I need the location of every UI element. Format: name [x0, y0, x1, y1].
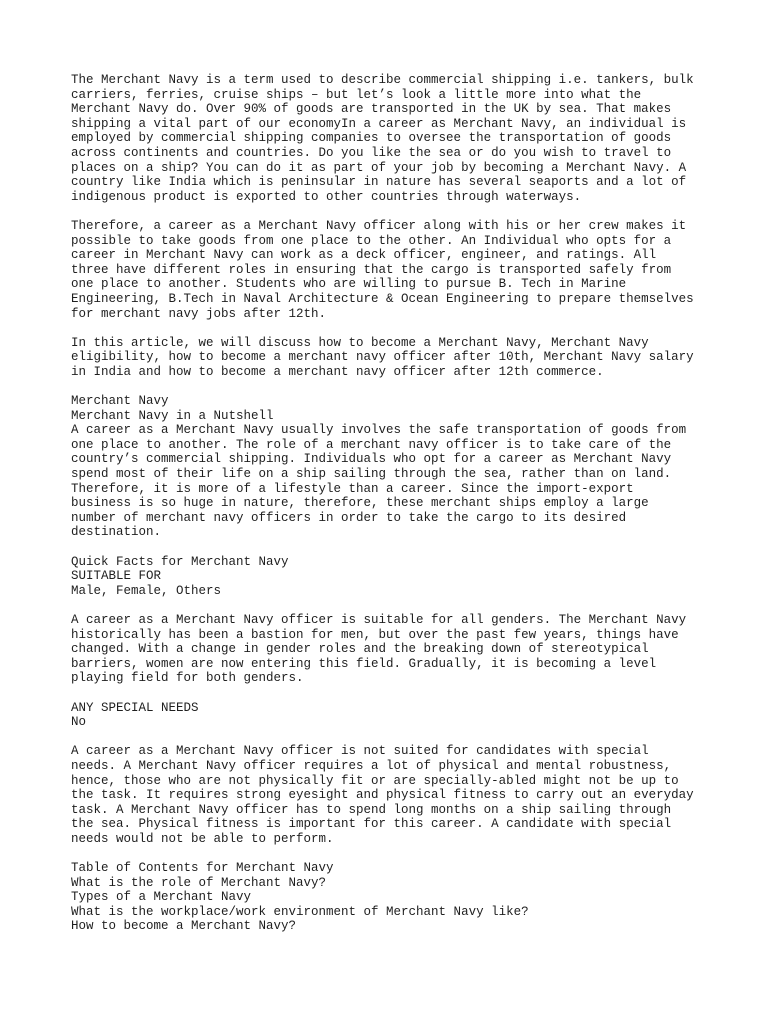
text-line: career in Merchant Navy can work as a deck officer, engineer, and ratings. All — [71, 248, 657, 263]
suitable-for-label: SUITABLE FOR — [71, 569, 162, 584]
text-line: Therefore, it is more of a lifestyle than a career. Since the import-export — [71, 481, 634, 496]
text-line: indigenous product is exported to other countries through waterways. — [71, 189, 582, 204]
quick-facts-section — [71, 555, 711, 599]
text-line: eligibility, how to become a merchant navy officer after 10th, Merchant Navy salary — [71, 350, 694, 365]
text-line: destination. — [71, 525, 162, 540]
text-line: A career as a Merchant Navy usually involves the safe transportation of goods from — [71, 423, 687, 438]
text-line: country like India which is peninsular in nature has several seaports and a lot of — [71, 175, 687, 190]
text-line: carriers, ferries, cruise ships – but let’s look a little more into what the — [71, 87, 642, 102]
text-line: shipping a vital part of our economyIn a career as Merchant Navy, an individual is — [71, 116, 687, 131]
text-line: for merchant navy jobs after 12th. — [71, 306, 327, 321]
text-line: changed. With a change in gender roles and the breaking down of stereotypical — [71, 642, 649, 657]
text-line: possible to take goods from one place to the other. An Individual who opts for a — [71, 233, 672, 248]
text-line: across continents and countries. Do you like the sea or do you wish to travel to — [71, 145, 672, 160]
intro-paragraph — [71, 73, 711, 204]
text-line: playing field for both genders. — [71, 671, 304, 686]
article-overview-paragraph — [71, 336, 711, 380]
section-heading: Merchant Navy — [71, 394, 169, 409]
toc-item: How to become a Merchant Navy? — [71, 919, 297, 934]
special-needs-value: No — [71, 715, 87, 730]
section-subheading: Merchant Navy in a Nutshell — [71, 408, 274, 423]
toc-item: What is the workplace/work environment of Merchant Navy like? — [71, 904, 529, 919]
text-line: hence, those who are not physically fit or are specially-abled might not be up to — [71, 773, 679, 788]
special-needs-section — [71, 701, 711, 730]
suitable-for-value: Male, Female, Others — [71, 583, 222, 598]
text-line: employed by commercial shipping companies to oversee the transportation of goods — [71, 131, 672, 146]
text-line: Engineering, B.Tech in Naval Architecture & Ocean Engineering to prepare themselves — [71, 291, 694, 306]
text-line: the task. It requires strong eyesight and physical fitness to carry out an everyday — [71, 788, 694, 803]
document-page — [71, 73, 711, 949]
text-line: number of merchant navy officers in order to take the cargo to its desired — [71, 510, 627, 525]
text-line: In this article, we will discuss how to become a Merchant Navy, Merchant Navy — [71, 335, 649, 350]
text-line: one place to another. Students who are willing to pursue B. Tech in Marine — [71, 277, 627, 292]
text-line: in India and how to become a merchant navy officer after 12th commerce. — [71, 364, 604, 379]
text-line: historically has been a bastion for men, but over the past few years, things have — [71, 627, 679, 642]
text-line: Therefore, a career as a Merchant Navy officer along with his or her crew makes it — [71, 218, 687, 233]
quick-facts-heading: Quick Facts for Merchant Navy — [71, 554, 289, 569]
text-line: task. A Merchant Navy officer has to spend long months on a ship sailing through — [71, 802, 672, 817]
text-line: three have different roles in ensuring that the cargo is transported safely from — [71, 262, 672, 277]
toc-heading: Table of Contents for Merchant Navy — [71, 861, 334, 876]
text-line: A career as a Merchant Navy officer is suitable for all genders. The Merchant Navy — [71, 612, 687, 627]
toc-item: What is the role of Merchant Navy? — [71, 875, 327, 890]
text-line: places on a ship? You can do it as part of your job by becoming a Merchant Navy. A — [71, 160, 687, 175]
text-line: The Merchant Navy is a term used to describe commercial shipping i.e. tankers, bulk — [71, 73, 694, 87]
text-line: barriers, women are now entering this field. Gradually, it is becoming a level — [71, 656, 657, 671]
text-line: country’s commercial shipping. Individuals who opt for a career as Merchant Navy — [71, 452, 672, 467]
toc-item: Types of a Merchant Navy — [71, 890, 252, 905]
special-needs-paragraph — [71, 744, 711, 846]
text-line: one place to another. The role of a merchant navy officer is to take care of the — [71, 437, 672, 452]
text-line: Merchant Navy do. Over 90% of goods are transported in the UK by sea. That makes — [71, 102, 672, 117]
nutshell-section — [71, 394, 711, 540]
special-needs-label: ANY SPECIAL NEEDS — [71, 700, 199, 715]
text-line: the sea. Physical fitness is important for this career. A candidate with special — [71, 817, 672, 832]
table-of-contents — [71, 861, 711, 934]
career-paragraph — [71, 219, 711, 321]
text-line: needs. A Merchant Navy officer requires a lot of physical and mental robustness, — [71, 758, 672, 773]
genders-paragraph — [71, 613, 711, 686]
text-line: spend most of their life on a ship sailing through the sea, rather than on land. — [71, 467, 672, 482]
text-line: A career as a Merchant Navy officer is not suited for candidates with special — [71, 744, 649, 759]
text-line: needs would not be able to perform. — [71, 831, 334, 846]
text-line: business is so huge in nature, therefore, these merchant ships employ a large — [71, 496, 649, 511]
